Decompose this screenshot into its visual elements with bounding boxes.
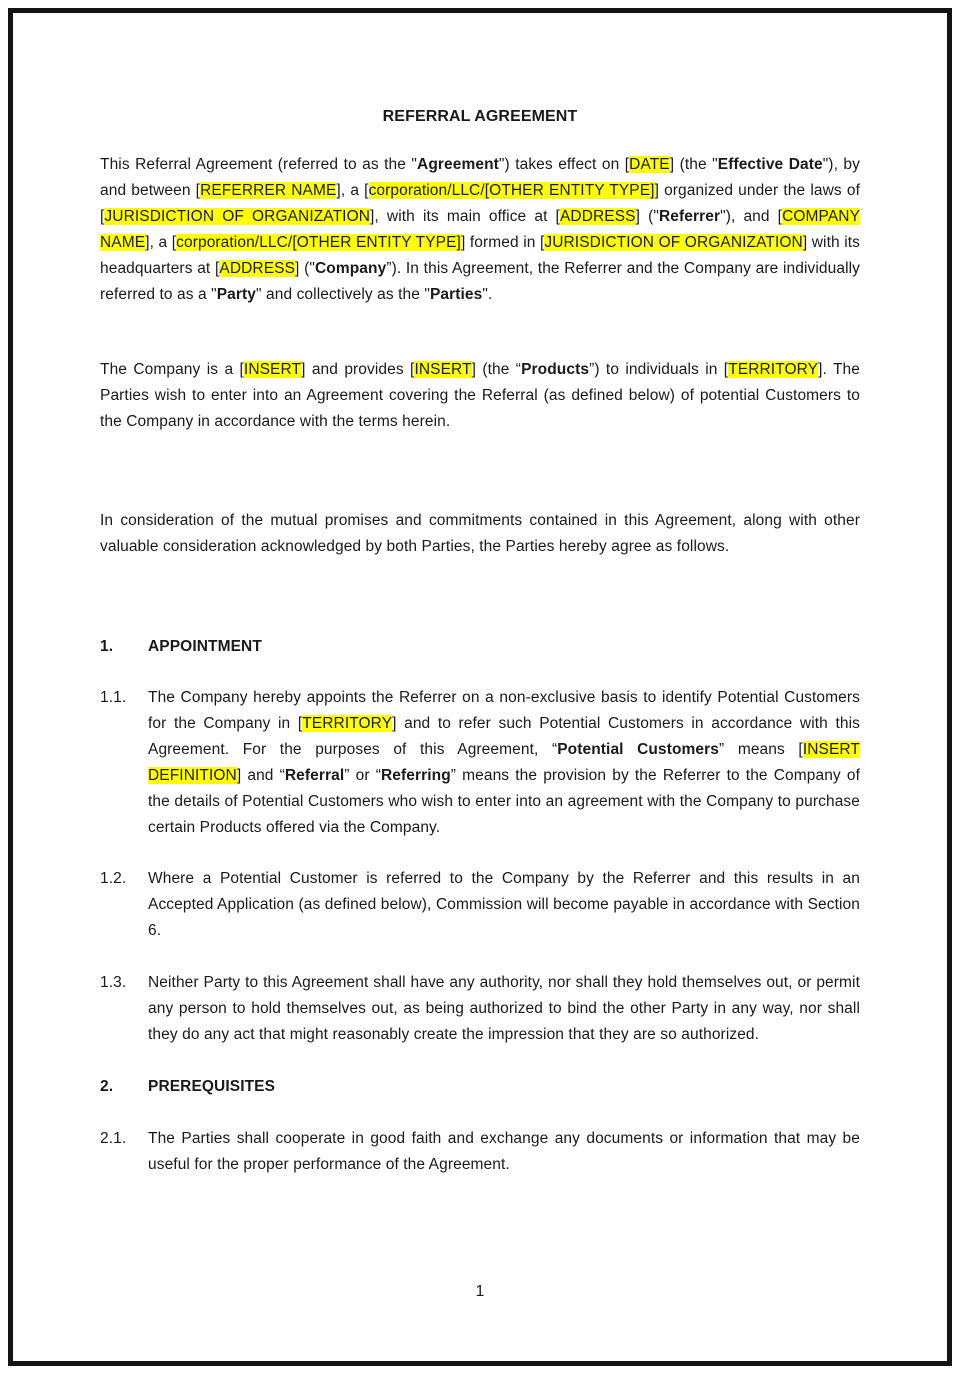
bold-term: Referral [284,767,345,784]
highlighted-placeholder: REFERRER NAME [200,182,337,199]
text-segment: ” or “ [344,767,381,784]
section-title: PREREQUISITES [148,1078,276,1095]
text-segment: This Referral Agreement (referred to as the " [100,156,418,173]
text-segment: ”). In this Agreement, the Referrer and the Company are individually referred to as a " [100,260,861,303]
bold-term: Potential Customers [557,741,719,758]
clause-text [148,685,860,841]
text-segment: The Company is a [ [100,361,244,378]
clause-text [148,866,860,944]
bold-term: Company [314,260,387,277]
highlighted-placeholder: INSERT [414,361,472,378]
text-segment: ] and “ [236,767,285,784]
highlighted-placeholder: DATE [629,156,670,173]
bold-term: Parties [429,286,483,303]
bold-term: Party [216,286,256,303]
highlighted-placeholder: INSERT [243,361,302,378]
highlighted-placeholder: INSERT DEFINITION [148,741,860,784]
text-segment: ] (the “ [471,361,522,378]
text-segment: ]. The Parties wish to enter into an Agreement covering the Referral (as defined below) of potential Customers to the Company in accordance with the terms herein. [100,361,860,430]
document-page [13,13,947,1361]
highlighted-placeholder: TERRITORY [728,361,819,378]
text-segment: ] organized under the laws of [ [100,182,860,225]
bold-term: Products [521,361,590,378]
section-number: 1. [100,638,114,655]
clause-1-3 [100,970,860,1048]
text-segment: ], a [ [336,182,369,199]
clause-number: 1.2. [100,870,127,887]
clause-number: 2.1. [100,1130,127,1147]
text-segment: ] with its headquarters at [ [100,234,861,277]
clause-text [148,1126,860,1178]
text-segment: ], a [ [145,234,177,251]
text-segment: In consideration of the mutual promises and commitments contained in this Agreement, along with other valuable consideration acknowledged by both Parties, the Parties hereby agree as follows. [100,512,860,555]
clause-number: 1.3. [100,974,127,991]
highlighted-placeholder: TERRITORY [302,715,393,732]
highlighted-placeholder: ADDRESS [559,208,636,225]
text-segment: Neither Party to this Agreement shall have any authority, nor shall they hold themselves out, or permit any person to hold themselves out, as being authorized to bind the other Party in any way, nor shall they do any act that might reasonably create the impression that they are so authorized. [148,974,860,1043]
intro-paragraph-3 [100,508,860,560]
clause-1-2 [100,866,860,944]
section-number: 2. [100,1078,114,1095]
bold-term: Referrer [658,208,721,225]
bold-term: Effective Date [717,156,823,173]
highlighted-placeholder: JURISDICTION OF ORGANIZATION [104,208,371,225]
highlighted-placeholder: ADDRESS [219,260,296,277]
text-segment: ] formed in [ [460,234,545,251]
highlighted-placeholder: corporation/LLC/[OTHER ENTITY TYPE] [368,182,655,199]
text-segment: "), and [ [720,208,783,225]
text-segment: ], with its main office at [ [370,208,560,225]
bold-term: Agreement [417,156,499,173]
text-segment: ”) to individuals in [ [589,361,729,378]
text-segment: ". [482,286,493,303]
section-heading-appointment [100,634,860,660]
text-segment: ] (the " [669,156,718,173]
document-title: REFERRAL AGREEMENT [382,108,578,125]
clause-text [148,970,860,1048]
intro-paragraph-2 [100,357,860,435]
highlighted-placeholder: COMPANY NAME [100,208,861,251]
text-segment: ” means [ [719,741,803,758]
text-segment: ” means the provision by the Referrer to the Company of the details of Potential Customers who wish to enter into an agreement with the Company to purchase certain Products offered via the Company. [148,767,860,836]
text-segment: "), by and between [ [100,156,860,199]
text-segment: ] and provides [ [301,361,415,378]
text-segment: The Company hereby appoints the Referrer on a non-exclusive basis to identify Potential Customers for the Company in [ [148,689,860,732]
text-segment: ] (" [295,260,315,277]
text-segment: ] (" [635,208,659,225]
clause-2-1 [100,1126,860,1178]
text-segment: " and collectively as the " [256,286,430,303]
text-segment: Where a Potential Customer is referred to the Company by the Referrer and this results in an Accepted Application (as defined below), Commission will become payable in accordance with Section 6. [148,870,860,939]
text-segment: ") takes effect on [ [498,156,630,173]
clause-number: 1.1. [100,689,127,706]
clause-1-1 [100,685,860,841]
bold-term: Referring [380,767,451,784]
section-title: APPOINTMENT [148,638,262,655]
text-segment: ] and to refer such Potential Customers in accordance with this Agreement. For the purposes of this Agreement, “ [148,715,860,758]
intro-paragraph-1 [100,152,860,308]
page-border [8,8,952,1366]
text-segment: The Parties shall cooperate in good faith and exchange any documents or information that may be useful for the proper performance of the Agreement. [148,1130,860,1173]
page-number: 1 [475,1283,485,1300]
section-heading-prerequisites [100,1074,860,1100]
highlighted-placeholder: corporation/LLC/[OTHER ENTITY TYPE] [176,234,461,251]
highlighted-placeholder: JURISDICTION OF ORGANIZATION [544,234,803,251]
